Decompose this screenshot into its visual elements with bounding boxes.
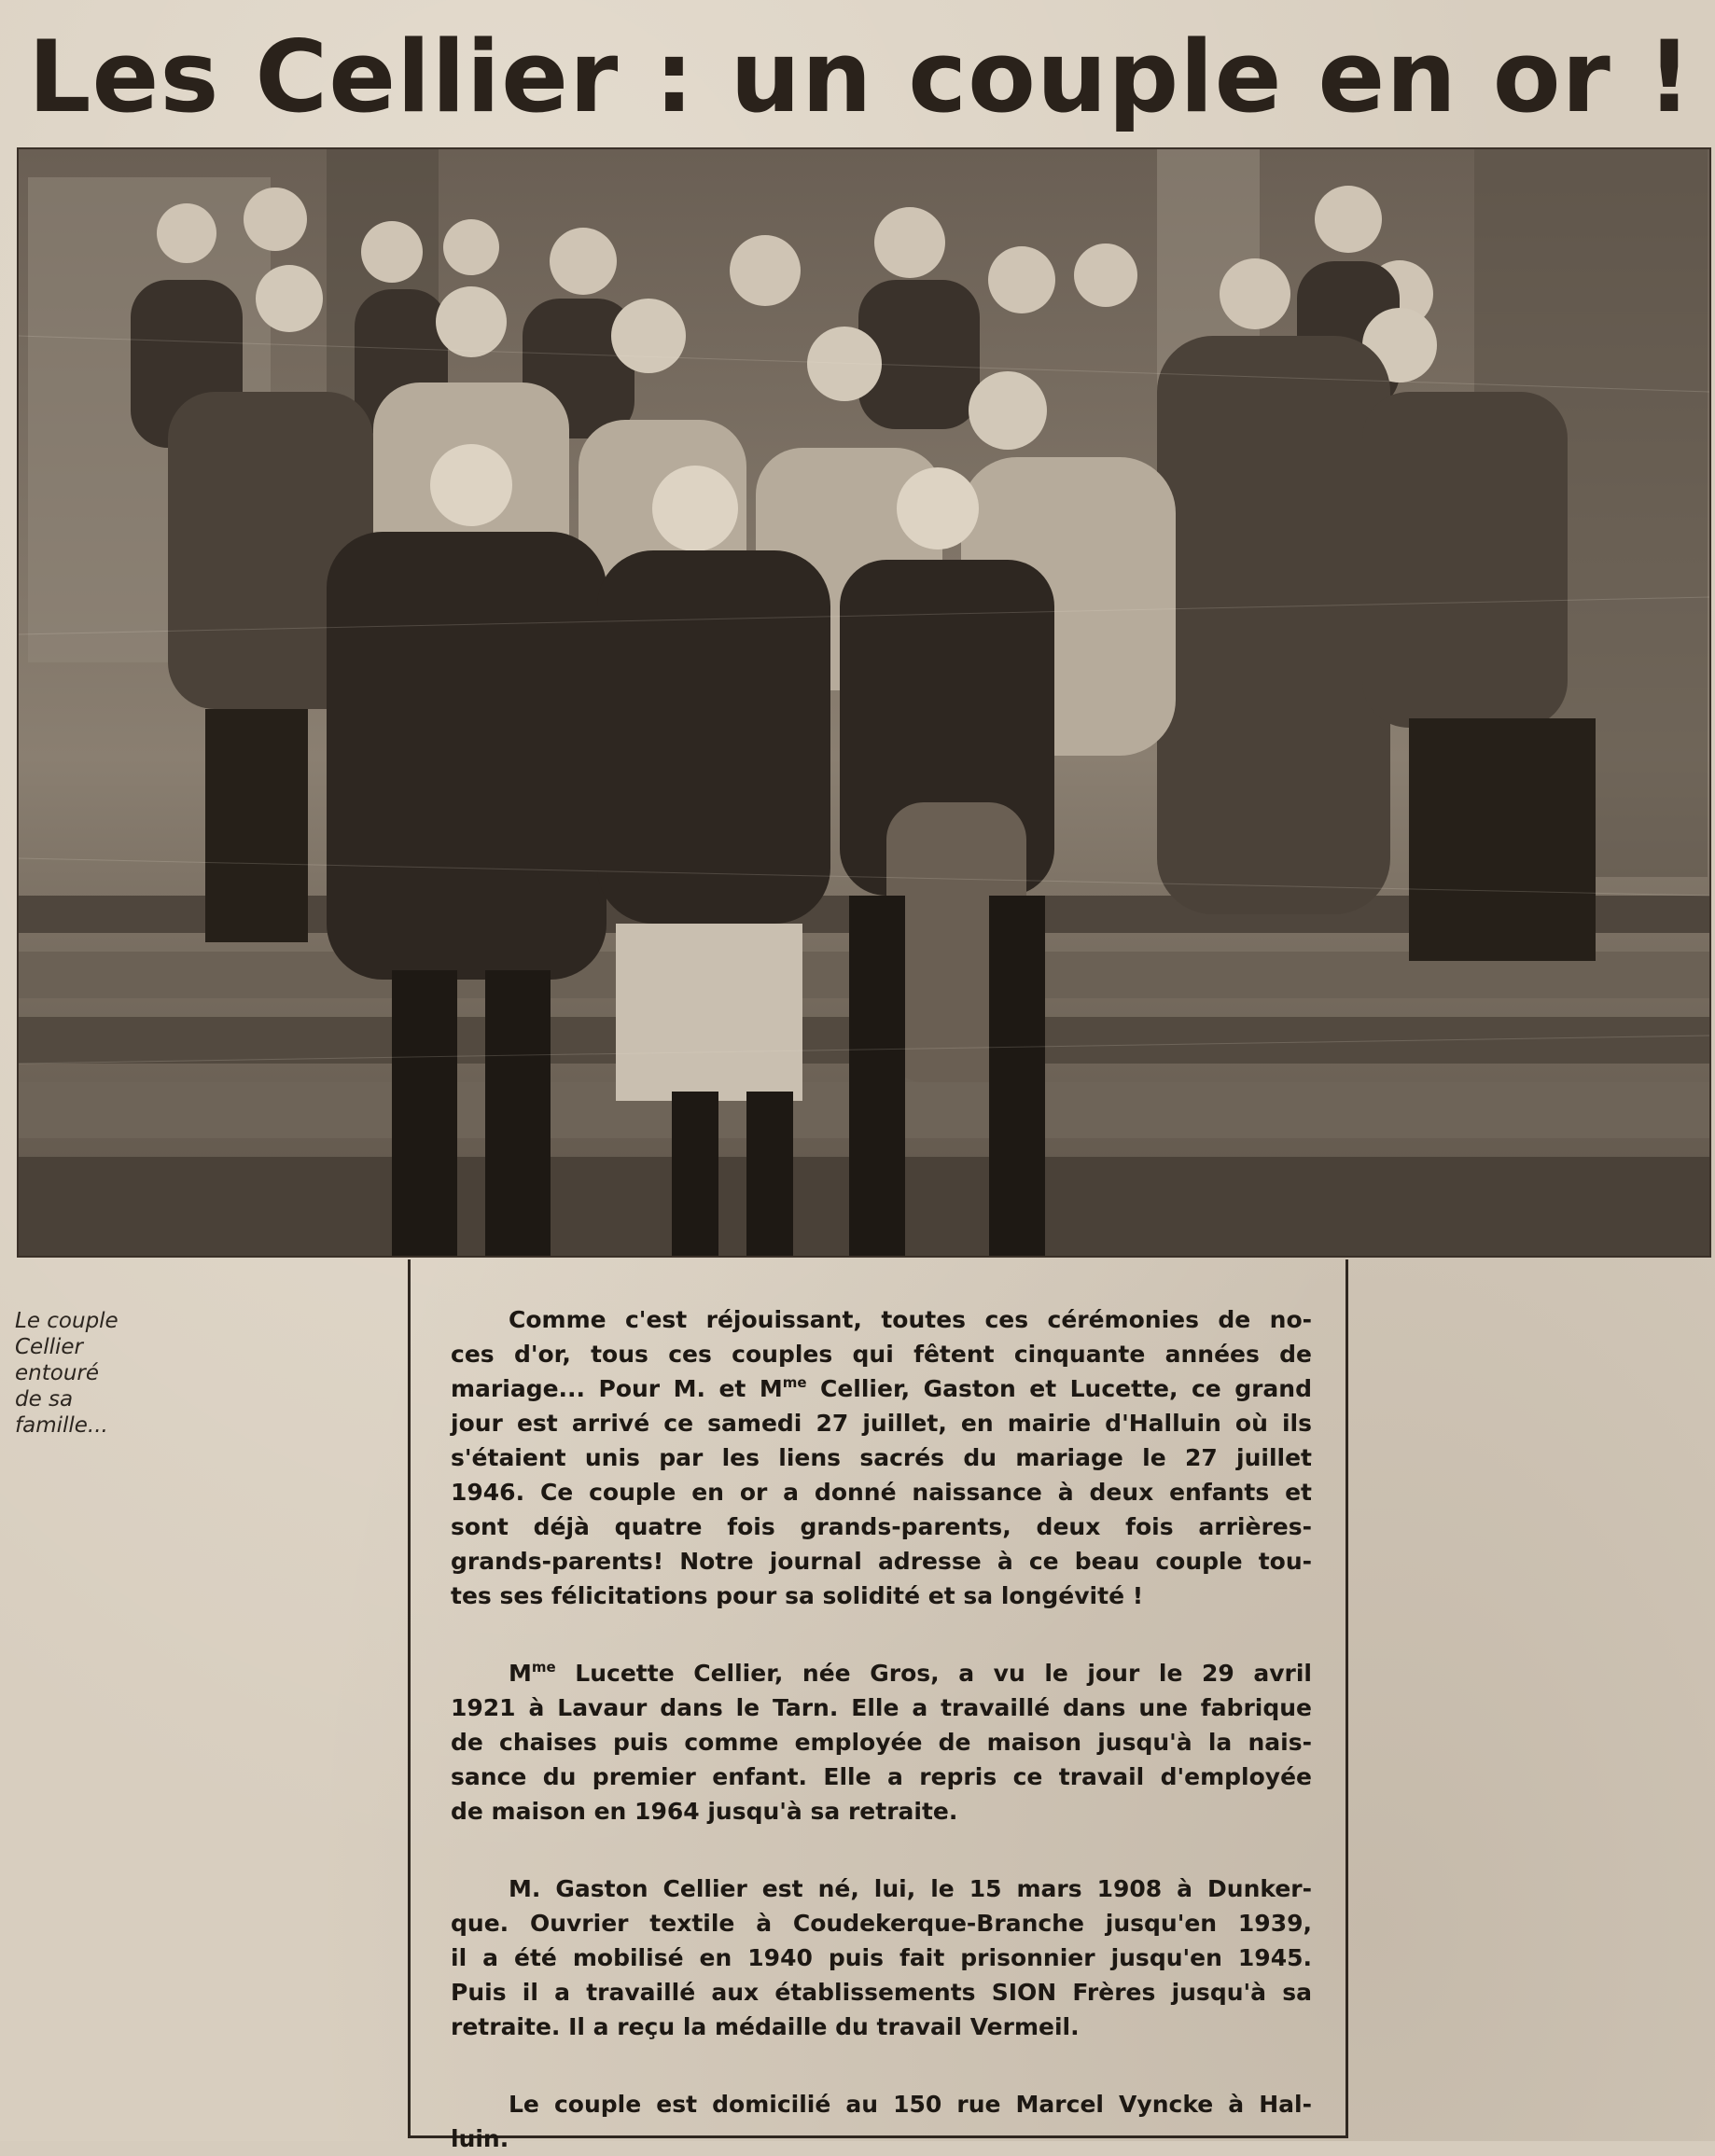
text-line: il a été mobilisé en 1940 puis fait prisonnier jusqu'en 1945. [451,1944,1312,1971]
caption-line: famille... [15,1413,108,1438]
superscript: me [782,1374,807,1391]
caption-line: entouré [15,1361,100,1385]
text-fragment: Lucette Cellier, née Gros, a vu le jour le 29 avril [555,1660,1312,1687]
text-fragment: mariage... Pour M. et M [451,1375,783,1402]
photo-caption [15,1308,155,1439]
family-group-photo [17,147,1711,1258]
caption-line: Cellier [15,1335,83,1359]
text-line: jour est arrivé ce samedi 27 juillet, en mairie d'Halluin où ils [451,1410,1312,1437]
article-paragraph-1 [451,1302,1312,1613]
text-fragment: Cellier, Gaston et Lucette, ce grand [806,1375,1312,1402]
text-line: 1946. Ce couple en or a donné naissance à deux enfants et [451,1479,1312,1506]
text-line: sont déjà quatre fois grands-parents, deux fois arrières- [451,1513,1312,1540]
text-line [451,1656,1312,1690]
caption-line: de sa [15,1387,74,1412]
text-line: M. Gaston Cellier est né, lui, le 15 mars 1908 à Dunker- [509,1875,1312,1902]
text-line: luin. [451,2125,509,2152]
text-line: de chaises puis comme employée de maison jusqu'à la nais- [451,1729,1312,1756]
text-line: que. Ouvrier textile à Coudekerque-Branche jusqu'en 1939, [451,1910,1312,1937]
text-line: s'étaient unis par les liens sacrés du mariage le 27 juillet [451,1444,1312,1471]
article-paragraph-3 [451,1871,1312,2044]
article-paragraph-2 [451,1656,1312,1829]
text-line: sance du premier enfant. Elle a repris ce travail d'employée [451,1763,1312,1790]
text-line: grands-parents! Notre journal adresse à ce beau couple tou- [451,1548,1312,1575]
text-line [451,1371,1312,1406]
article-box [408,1259,1348,2152]
text-line: Puis il a travaillé aux établissements SION Frères jusqu'à sa [451,1979,1312,2006]
text-line: Le couple est domicilié au 150 rue Marcel Vyncke à Hal- [509,2091,1312,2118]
text-line: Comme c'est réjouissant, toutes ces cérémonies de no- [509,1306,1312,1333]
text-line: retraite. Il a reçu la médaille du travail Vermeil. [451,2013,1080,2040]
text-line: ces d'or, tous ces couples qui fêtent cinquante années de [451,1341,1312,1368]
family-group-photo-icon [19,149,1709,1256]
article-paragraph-4 [451,2087,1312,2156]
text-fragment: M [509,1660,532,1687]
text-line: 1921 à Lavaur dans le Tarn. Elle a travaillé dans une fabrique [451,1694,1312,1721]
superscript: me [531,1659,556,1676]
headline: Les Cellier : un couple en or ! [28,20,1694,134]
text-line: tes ses félicitations pour sa solidité et sa longévité ! [451,1582,1144,1609]
text-line: de maison en 1964 jusqu'à sa retraite. [451,1798,958,1825]
caption-line: Le couple [15,1309,119,1333]
